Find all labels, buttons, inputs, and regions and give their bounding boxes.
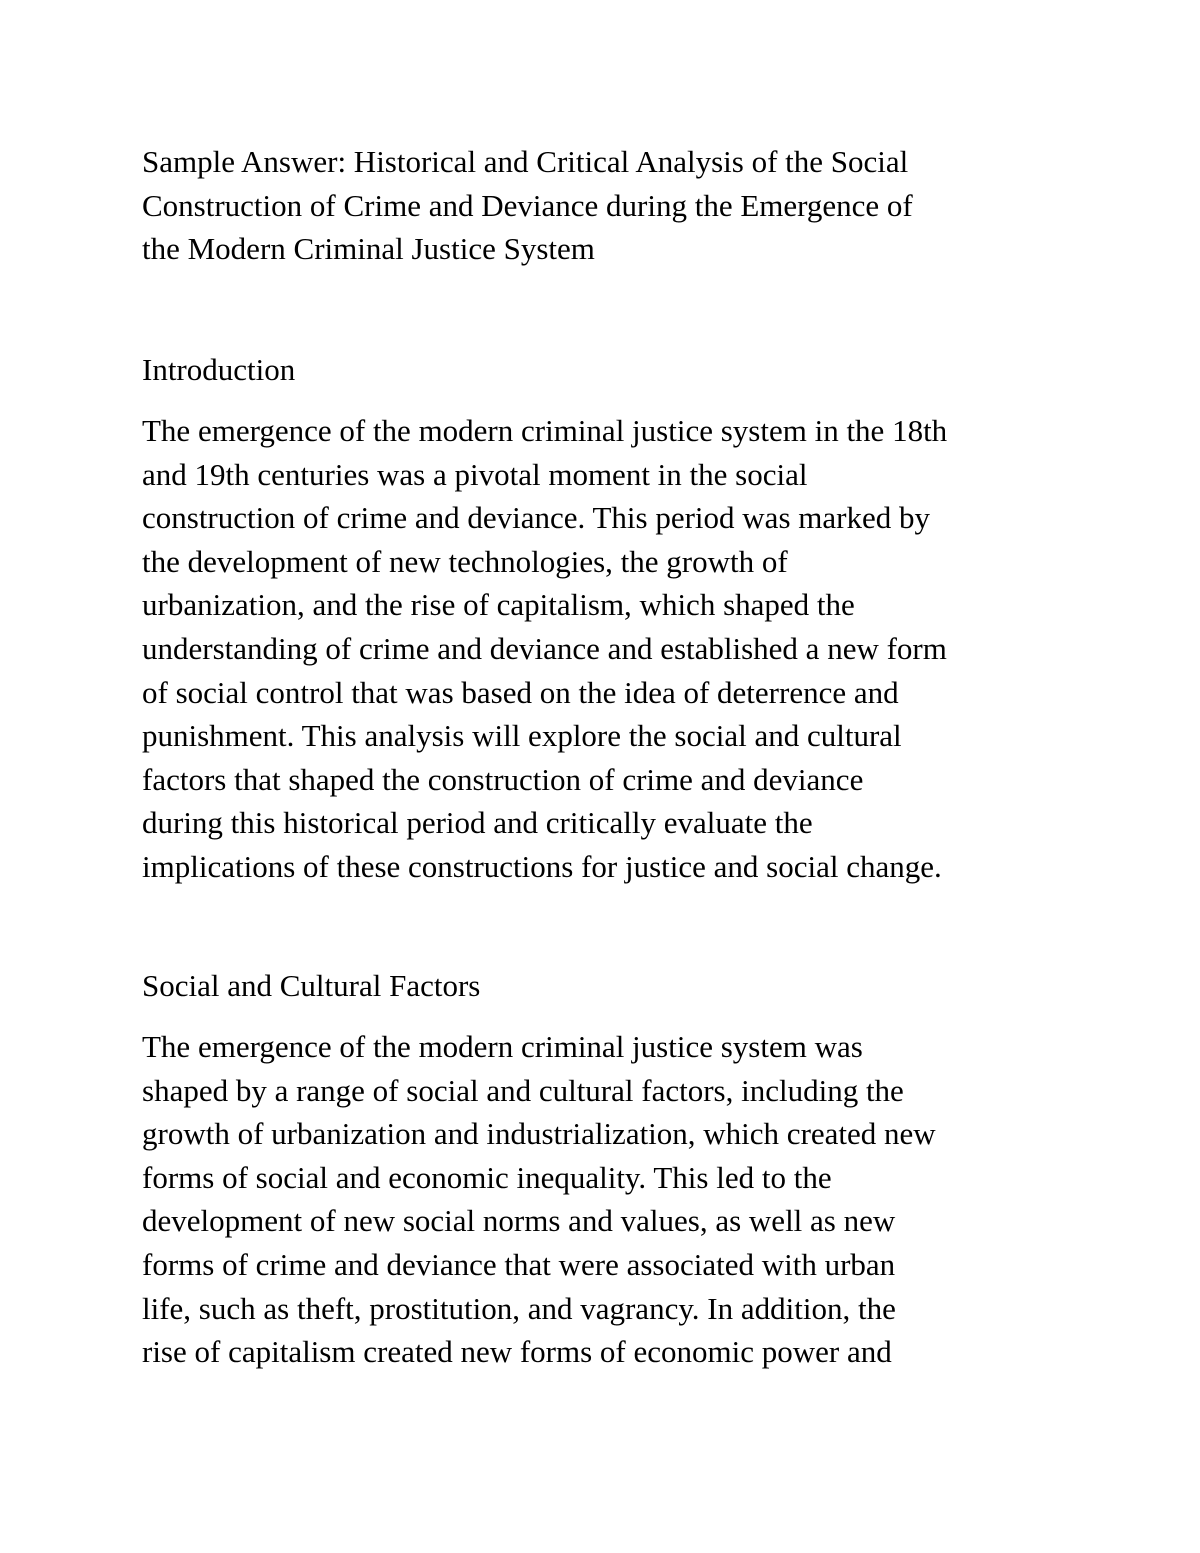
title-line: Construction of Crime and Deviance during the Emergence of [142, 187, 913, 223]
paragraph-line: factors that shaped the construction of crime and deviance [142, 761, 864, 797]
paragraph-introduction [142, 409, 1082, 889]
paragraph-line: implications of these constructions for justice and social change. [142, 848, 942, 884]
paragraph-line: understanding of crime and deviance and established a new form [142, 630, 947, 666]
paragraph-line: during this historical period and critically evaluate the [142, 805, 813, 841]
paragraph-line: development of new social norms and values, as well as new [142, 1203, 896, 1239]
paragraph-line: construction of crime and deviance. This period was marked by [142, 500, 930, 536]
paragraph-line: and 19th centuries was a pivotal moment in the social [142, 456, 808, 492]
section-heading-introduction: Introduction [142, 352, 296, 387]
paragraph-line: The emergence of the modern criminal justice system was [142, 1029, 863, 1064]
paragraph-line: The emergence of the modern criminal justice system in the 18th [142, 413, 948, 448]
paragraph-line: growth of urbanization and industrialization, which created new [142, 1116, 936, 1152]
paragraph-line: urbanization, and the rise of capitalism, which shaped the [142, 587, 855, 623]
paragraph-line: forms of social and economic inequality. This led to the [142, 1159, 832, 1195]
paragraph-line: of social control that was based on the idea of deterrence and [142, 674, 899, 710]
paragraph-line: rise of capitalism created new forms of economic power and [142, 1334, 892, 1370]
paragraph-line: life, such as theft, prostitution, and vagrancy. In addition, the [142, 1290, 896, 1326]
paragraph-line: forms of crime and deviance that were associated with urban [142, 1246, 896, 1282]
document-title [142, 140, 1082, 271]
title-line: Sample Answer: Historical and Critical Analysis of the Social [142, 144, 909, 179]
section-heading-social-cultural-factors: Social and Cultural Factors [142, 968, 481, 1003]
paragraph-social-cultural-factors [142, 1025, 1082, 1374]
paragraph-line: the development of new technologies, the growth of [142, 543, 788, 579]
paragraph-line: punishment. This analysis will explore the social and cultural [142, 718, 902, 754]
title-line: the Modern Criminal Justice System [142, 231, 595, 267]
paragraph-line: shaped by a range of social and cultural factors, including the [142, 1072, 904, 1108]
